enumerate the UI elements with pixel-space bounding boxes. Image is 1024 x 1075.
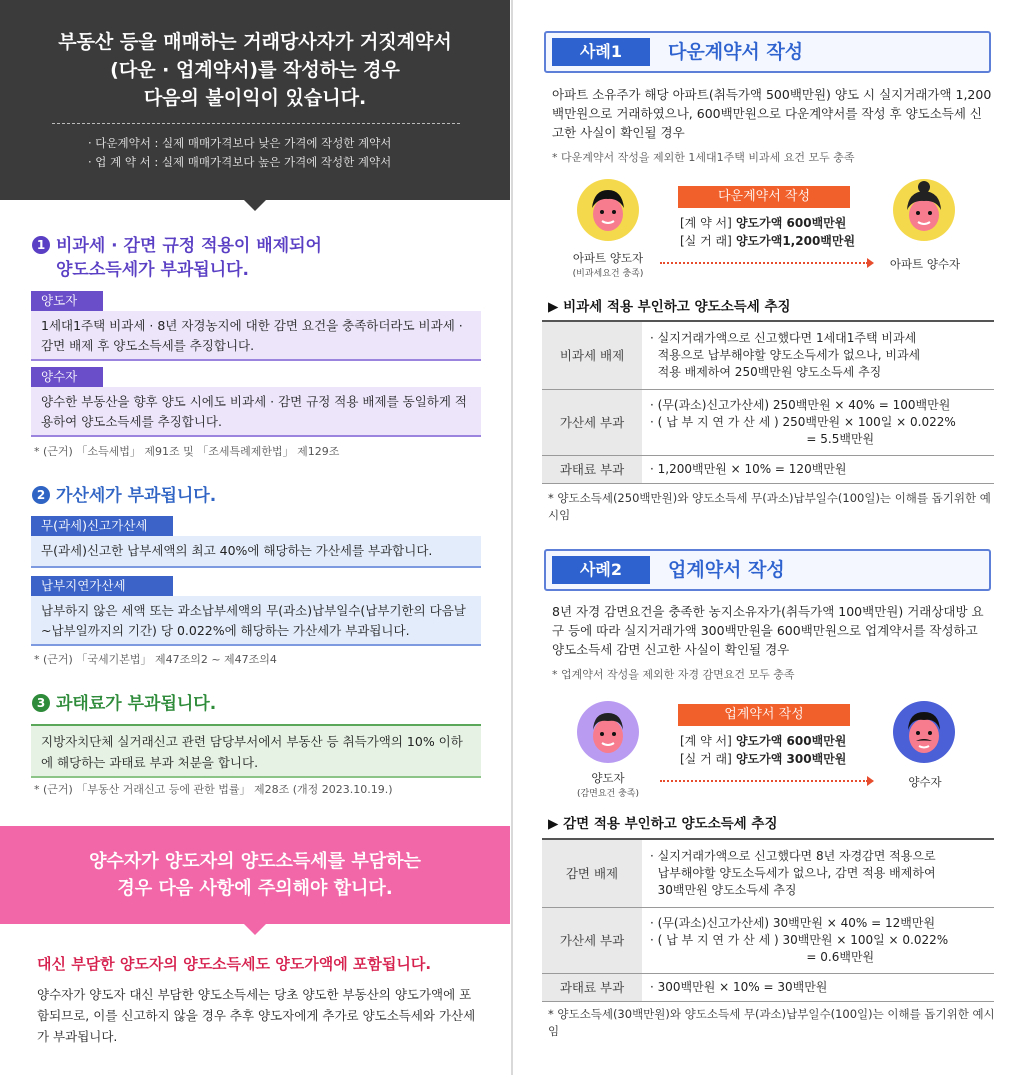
case1-seller-label bbox=[560, 250, 656, 279]
row-line: 납부해야할 양도소득세가 없으나, 감면 적용 배제하여 bbox=[650, 865, 936, 880]
case1-note: * 다운계약서 작성을 제외한 1세대1주택 비과세 요건 모두 충족 bbox=[552, 151, 855, 164]
case2-line2-value: 양도가액 300백만원 bbox=[735, 752, 847, 766]
section2-title bbox=[32, 484, 216, 508]
section3-title-text: 과태료가 부과됩니다. bbox=[56, 694, 217, 714]
buyer-face-icon bbox=[892, 178, 956, 242]
table-row bbox=[542, 907, 994, 973]
case1-subheader: ▶ 비과세 적용 부인하고 양도소득세 추징 bbox=[548, 299, 791, 315]
row-value bbox=[642, 839, 994, 907]
row-key: 과태료 부과 bbox=[542, 973, 642, 1001]
definition-down: · 다운계약서 : 실제 매매가격보다 낮은 가격에 작성한 계약서 bbox=[88, 136, 392, 150]
buyer-box: 양수한 부동산을 향후 양도 시에도 비과세 · 감면 규정 적용 배제를 동일하게 적용하여 양도소득세를 추징합니다. bbox=[31, 387, 481, 437]
row-value bbox=[642, 455, 994, 483]
fine-box: 지방자치단체 실거래신고 관련 담당부서에서 부동산 등 취득가액의 10% 이하에 해당하는 과태료 부과 처분을 합니다. bbox=[31, 724, 481, 778]
nonfiling-box: 무(과세)신고한 납부세액의 최고 40%에 해당하는 가산세를 부과합니다. bbox=[31, 536, 481, 568]
row-line: · ( 납 부 지 연 가 산 세 ) 250백만원 × 100일 × 0.022% bbox=[650, 414, 956, 429]
warning-title-line: 부동산 등을 매매하는 거래당사자가 거짓계약서 bbox=[58, 31, 452, 53]
case1-line1-value: 양도가액 600백만원 bbox=[735, 216, 847, 230]
row-line: · 300백만원 × 10% = 30백만원 bbox=[650, 979, 828, 994]
row-key: 비과세 배제 bbox=[542, 321, 642, 389]
tag-late-payment: 납부지연가산세 bbox=[31, 576, 173, 596]
row-key: 가산세 부과 bbox=[542, 389, 642, 455]
table-row bbox=[542, 839, 994, 907]
row-line: 30백만원 양도소득세 추징 bbox=[650, 882, 797, 897]
case2-subheader: ▶ 감면 적용 부인하고 양도소득세 추징 bbox=[548, 816, 778, 832]
warning-title-line: 다음의 불이익이 있습니다. bbox=[143, 87, 367, 109]
dashed-divider bbox=[52, 123, 460, 124]
section1-note: * (근거) 「소득세법」 제91조 및 「조세특례제한법」 제129조 bbox=[34, 445, 340, 458]
down-pointer-icon bbox=[243, 199, 267, 211]
case2-contract-lines bbox=[680, 732, 846, 768]
case2-seller-label bbox=[560, 770, 656, 799]
seller-face-icon bbox=[576, 178, 640, 242]
case1-title: 다운계약서 작성 bbox=[668, 41, 804, 63]
case1-line2-value: 양도가액1,200백만원 bbox=[735, 234, 856, 248]
column-divider bbox=[511, 0, 513, 1075]
row-value bbox=[642, 973, 994, 1001]
case2-line1-label: [계 약 서] bbox=[680, 734, 732, 748]
table-row bbox=[542, 973, 994, 1001]
case2-body: 8년 자경 감면요건을 충족한 농지소유자가(취득가액 100백만원) 거래상대방 요구 등에 따라 실지거래가액 300백만원을 600백만원으로 업계약서를 작성하고 양도소득세 감면 신고한 사실이 확인될 경우 bbox=[552, 604, 984, 657]
caution-body: 양수자가 양도자 대신 부담한 양도소득세는 당초 양도한 부동산의 양도가액에 포함되므로, 이를 신고하지 않을 경우 추후 양도자에게 추가로 양도소득세와 가산세가 부과됩니다. bbox=[37, 987, 476, 1044]
definitions bbox=[88, 134, 391, 172]
left-column bbox=[0, 0, 510, 1075]
case2-table bbox=[542, 838, 994, 1002]
row-line: · 실지거래가액으로 신고했다면 1세대1주택 비과세 bbox=[650, 330, 917, 345]
case2-buyer-label: 양수자 bbox=[908, 775, 942, 789]
case1-header bbox=[544, 31, 991, 73]
row-line: = 0.6백만원 bbox=[650, 949, 875, 964]
warning-header bbox=[0, 0, 510, 200]
caution-line2: 경우 다음 사항에 주의해야 합니다. bbox=[117, 878, 393, 899]
late-payment-box: 납부하지 않은 세액 또는 과소납부세액의 무(과소)납부일수(납부기한의 다음날~납부일까지의 기간) 당 0.022%에 해당하는 가산세가 부과됩니다. bbox=[31, 596, 481, 646]
buyer-face-icon bbox=[892, 700, 956, 764]
section2-title-text: 가산세가 부과됩니다. bbox=[56, 486, 217, 506]
case1-table bbox=[542, 320, 994, 484]
case2-footnote: * 양도소득세(30백만원)와 양도소득세 무(과소)납부일수(100일)는 이해를 돕기위한 예시임 bbox=[548, 1007, 995, 1038]
case2-note: * 업계약서 작성을 제외한 자경 감면요건 모두 충족 bbox=[552, 668, 795, 681]
row-key: 감면 배제 bbox=[542, 839, 642, 907]
seller-face-icon bbox=[576, 700, 640, 764]
number-1-icon: 1 bbox=[32, 236, 50, 254]
case2-line2-label: [실 거 래] bbox=[680, 752, 732, 766]
case1-footnote: * 양도소득세(250백만원)와 양도소득세 무(과소)납부일수(100일)는 이해를 돕기위한 예시임 bbox=[548, 491, 991, 522]
number-3-icon: 3 bbox=[32, 694, 50, 712]
case2-badge: 사례2 bbox=[552, 556, 650, 584]
caution-banner bbox=[0, 826, 510, 924]
row-value bbox=[642, 321, 994, 389]
row-line: 적용으로 납부해야할 양도소득세가 없으나, 비과세 bbox=[650, 347, 921, 362]
arrow-right-icon bbox=[660, 780, 868, 782]
row-line: · 1,200백만원 × 10% = 120백만원 bbox=[650, 461, 847, 476]
case2-seller-sub: (감면요건 충족) bbox=[576, 789, 640, 799]
case1-contract-lines bbox=[680, 214, 855, 250]
case2-line1-value: 양도가액 600백만원 bbox=[735, 734, 847, 748]
row-value bbox=[642, 389, 994, 455]
caution-line1: 양수자가 양도자의 양도소득세를 부담하는 bbox=[89, 851, 421, 872]
table-row bbox=[542, 389, 994, 455]
row-line: · (무(과소)신고가산세) 250백만원 × 40% = 100백만원 bbox=[650, 397, 951, 412]
row-key: 가산세 부과 bbox=[542, 907, 642, 973]
section1-title-line1: 비과세 · 감면 규정 적용이 배제되어 bbox=[56, 236, 322, 256]
caution-subtitle: 대신 부담한 양도자의 양도소득세도 양도가액에 포함됩니다. bbox=[37, 955, 432, 973]
case1-body: 아파트 소유주가 해당 아파트(취득가액 500백만원) 양도 시 실지거래가액 1,200백만원으로 거래하였으나, 600백만원으로 다운계약서를 작성 후 양도소득세 신고한 사실이 확인될 경우 bbox=[552, 87, 992, 140]
section1-title bbox=[32, 234, 322, 282]
row-line: 적용 배제하여 250백만원 양도소득세 추징 bbox=[650, 364, 882, 379]
warning-title bbox=[0, 28, 510, 112]
case1-contract-tag: 다운계약서 작성 bbox=[678, 186, 850, 208]
row-line: · 실지거래가액으로 신고했다면 8년 자경감면 적용으로 bbox=[650, 848, 936, 863]
seller-box: 1세대1주택 비과세 · 8년 자경농지에 대한 감면 요건을 충족하더라도 비과세 · 감면 배제 후 양도소득세를 추징합니다. bbox=[31, 311, 481, 361]
section3-title bbox=[32, 692, 216, 716]
tag-nonfiling-penalty: 무(과세)신고가산세 bbox=[31, 516, 173, 536]
definition-up: · 업 계 약 서 : 실제 매매가격보다 높은 가격에 작성한 계약서 bbox=[88, 155, 392, 169]
section2-note: * (근거) 「국세기본법」 제47조의2 ~ 제47조의4 bbox=[34, 653, 277, 666]
row-line: = 5.5백만원 bbox=[650, 431, 875, 446]
tag-buyer: 양수자 bbox=[31, 367, 103, 387]
case1-seller: 아파트 양도자 bbox=[572, 251, 644, 265]
down-pointer-icon bbox=[243, 923, 267, 935]
row-key: 과태료 부과 bbox=[542, 455, 642, 483]
case2-title: 업계약서 작성 bbox=[668, 559, 785, 581]
section3-note: * (근거) 「부동산 거래신고 등에 관한 법률」 제28조 (개정 2023.10.19.) bbox=[34, 783, 393, 796]
case2-contract-tag: 업계약서 작성 bbox=[678, 704, 850, 726]
case1-seller-sub: (비과세요건 충족) bbox=[572, 269, 644, 279]
case2-seller: 양도자 bbox=[591, 771, 625, 785]
case1-line2-label: [실 거 래] bbox=[680, 234, 732, 248]
warning-title-line: (다운 · 업계약서)를 작성하는 경우 bbox=[110, 59, 400, 81]
case1-buyer-label: 아파트 양수자 bbox=[889, 257, 961, 271]
table-row bbox=[542, 455, 994, 483]
section1-title-line2: 양도소득세가 부과됩니다. bbox=[56, 260, 250, 280]
number-2-icon: 2 bbox=[32, 486, 50, 504]
row-line: · (무(과소)신고가산세) 30백만원 × 40% = 12백만원 bbox=[650, 915, 936, 930]
case2-header bbox=[544, 549, 991, 591]
table-row bbox=[542, 321, 994, 389]
arrow-right-icon bbox=[660, 262, 868, 264]
tag-seller: 양도자 bbox=[31, 291, 103, 311]
case1-line1-label: [계 약 서] bbox=[680, 216, 732, 230]
row-value bbox=[642, 907, 994, 973]
case1-badge: 사례1 bbox=[552, 38, 650, 66]
row-line: · ( 납 부 지 연 가 산 세 ) 30백만원 × 100일 × 0.022% bbox=[650, 932, 949, 947]
